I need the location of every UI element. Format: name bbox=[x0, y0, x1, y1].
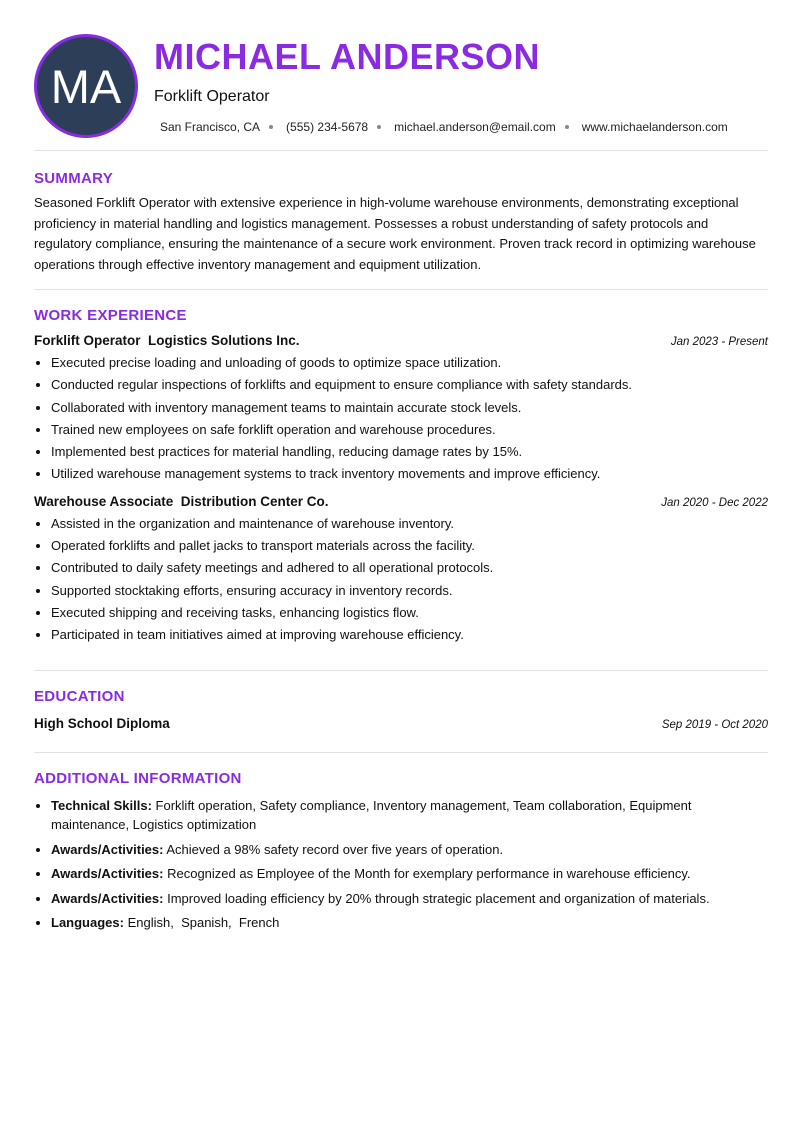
separator-dot bbox=[565, 125, 569, 129]
contact-website[interactable]: www.michaelanderson.com bbox=[581, 120, 728, 134]
section-title-education: EDUCATION bbox=[34, 687, 125, 705]
divider bbox=[34, 289, 768, 290]
resume-page bbox=[34, 0, 768, 938]
list-item: • Executed precise loading and unloading of goods to optimize space utilization. bbox=[51, 352, 768, 374]
section-title-summary: SUMMARY bbox=[34, 170, 114, 187]
item-text: Recognized as Employee of the Month for exemplary performance in warehouse efficiency. bbox=[167, 866, 691, 882]
degree: High School Diploma bbox=[34, 715, 170, 731]
list-item: • Supported stocktaking efforts, ensuring accuracy in inventory records. bbox=[51, 580, 768, 602]
item-label: Technical Skills: bbox=[51, 797, 152, 813]
divider bbox=[34, 150, 768, 151]
summary-section bbox=[34, 170, 768, 275]
list-item: • Assisted in the organization and maintenance of warehouse inventory. bbox=[51, 513, 768, 535]
candidate-title: Forklift Operator bbox=[154, 88, 270, 105]
item-label: Awards/Activities: bbox=[51, 866, 164, 882]
job-entry bbox=[34, 333, 768, 486]
section-title-additional: ADDITIONAL INFORMATION bbox=[34, 769, 242, 787]
education-date: Sep 2019 - Oct 2020 bbox=[661, 718, 768, 731]
item-text: Forklift operation, Safety compliance, Inventory management, Team collaboration, Equipment maintenance, Logistics optimization bbox=[51, 797, 692, 833]
separator-dot bbox=[377, 125, 381, 129]
avatar bbox=[34, 34, 138, 138]
list-item bbox=[51, 864, 768, 884]
item-label: Languages: bbox=[51, 915, 124, 931]
job-entry bbox=[34, 494, 768, 647]
education-section bbox=[34, 688, 768, 731]
job-role: Forklift Operator Logistics Solutions Inc. bbox=[34, 333, 300, 348]
job-date: Jan 2023 - Present bbox=[670, 336, 768, 348]
list-item bbox=[51, 840, 768, 860]
avatar-initials: MA bbox=[50, 59, 122, 113]
experience-section bbox=[34, 307, 768, 647]
job-date: Jan 2020 - Dec 2022 bbox=[661, 496, 768, 509]
additional-section bbox=[34, 770, 768, 933]
divider bbox=[34, 670, 768, 671]
item-text: Achieved a 98% safety record over five years of operation. bbox=[166, 841, 504, 857]
list-item bbox=[51, 796, 768, 835]
item-text: English, Spanish, French bbox=[127, 915, 280, 931]
additional-list bbox=[34, 796, 768, 933]
separator-dot bbox=[269, 125, 273, 129]
item-label: Awards/Activities: bbox=[51, 890, 164, 906]
contact-location: San Francisco, CA bbox=[160, 120, 261, 134]
list-item: • Utilized warehouse management systems to track inventory movements and improve efficiency. bbox=[51, 463, 768, 485]
divider bbox=[34, 752, 768, 753]
list-item: • Trained new employees on safe forklift operation and warehouse procedures. bbox=[51, 419, 768, 441]
list-item bbox=[51, 913, 768, 933]
contact-phone: (555) 234-5678 bbox=[286, 120, 369, 134]
job-role: Warehouse Associate Distribution Center Co. bbox=[34, 493, 329, 509]
candidate-name: MICHAEL ANDERSON bbox=[154, 36, 541, 77]
list-item: • Collaborated with inventory management teams to maintain accurate stock levels. bbox=[51, 397, 768, 419]
job-bullets bbox=[34, 352, 768, 486]
list-item: • Operated forklifts and pallet jacks to transport materials across the facility. bbox=[51, 535, 768, 557]
item-text: Improved loading efficiency by 20% through strategic placement and organization of materials. bbox=[167, 890, 710, 906]
list-item: • Executed shipping and receiving tasks, enhancing logistics flow. bbox=[51, 602, 768, 624]
list-item: • Participated in team initiatives aimed at improving warehouse efficiency. bbox=[51, 624, 768, 646]
list-item: • Contributed to daily safety meetings and adhered to all operational protocols. bbox=[51, 557, 768, 579]
contact-bar bbox=[160, 120, 728, 134]
job-bullets bbox=[34, 513, 768, 647]
list-item: • Conducted regular inspections of forklifts and equipment to ensure compliance with safety standards. bbox=[51, 374, 768, 396]
list-item bbox=[51, 889, 768, 909]
summary-text: Seasoned Forklift Operator with extensive experience in high-volume warehouse environments, demonstrating exceptional proficiency in material handling and logistics management. Possesses a robust understanding of safety protocols and regulatory compliance, ensuring the maintenance of a secure work environment. Proven track record in optimizing warehouse operations through effective inventory management and equipment utilization. bbox=[34, 195, 756, 272]
resume-header bbox=[34, 0, 768, 150]
section-title-experience: WORK EXPERIENCE bbox=[34, 307, 187, 324]
contact-email[interactable]: michael.anderson@email.com bbox=[394, 120, 556, 134]
list-item: • Implemented best practices for material handling, reducing damage rates by 15%. bbox=[51, 441, 768, 463]
item-label: Awards/Activities: bbox=[51, 841, 164, 857]
